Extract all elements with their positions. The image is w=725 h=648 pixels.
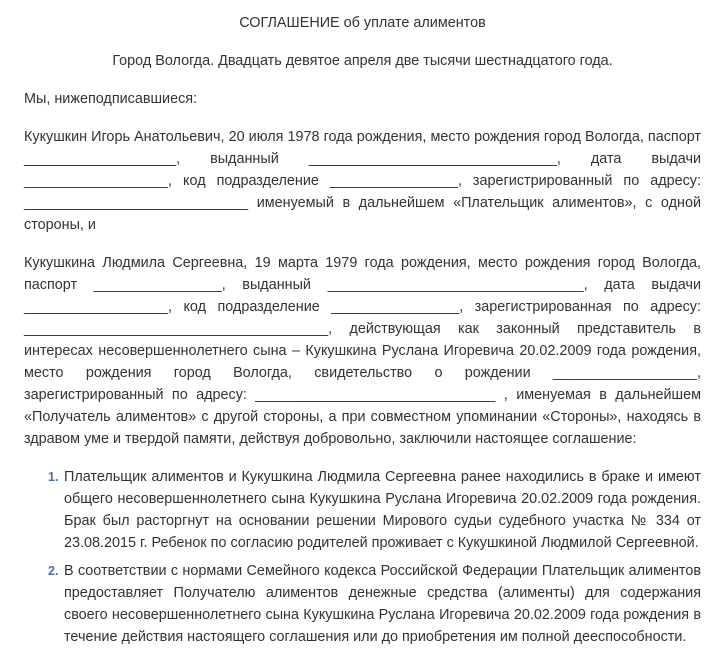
document-title: СОГЛАШЕНИЕ об уплате алиментов <box>239 15 486 31</box>
place-and-date: Город Вологда. Двадцать девятое апреля две тысячи шестнадцатого года. <box>112 53 613 69</box>
list-item-text: Плательщик алиментов и Кукушкина Людмила Сергеевна ранее находились в браке и имеют общего несовершеннолетнего сына Кукушкина Руслана Игоревича 20.02.2009 года рождения. Брак был расторгнут на основании решении Мирового судьи судебного участка № 334 от 23.08.2015 г. Ребенок по согласию родителей проживает с Кукушкиной Людмилой Сергеевной. <box>64 469 701 551</box>
intro-paragraph: Мы, нижеподписавшиеся: <box>24 91 198 107</box>
party-one-paragraph: Кукушкин Игорь Анатольевич, 20 июля 1978 года рождения, место рождения город Вологда, паспорт ___________________, выданный _______________________________, дата выдачи __________________, код подразделение ________________, зарегистрированный по адресу: ____________________________ именуемый в дальнейшем «Плательщик алиментов», с одной стороны, и <box>24 129 701 233</box>
list-item <box>24 466 701 554</box>
list-item-number: 2. <box>48 564 59 578</box>
party-two-paragraph: Кукушкина Людмила Сергеевна, 19 марта 1979 года рождения, место рождения город Вологда, паспорт ________________, выданный ________________________________, дата выдачи __________________, код подразделение ________________, зарегистрированная по адресу: ______________________________________, действующая как законный представитель в интересах несовершеннолетнего сына – Кукушкина Руслана Игоревича 20.02.2009 года рождения, место рождения город Вологда, свидетельство о рождении __________________, зарегистрированный по адресу: ______________________________ , именуемая в дальнейшем «Получатель алиментов» с другой стороны, а при совместном упоминании «Стороны», находясь в здравом уме и твердой памяти, действуя добровольно, заключили настоящее соглашение: <box>24 255 701 447</box>
terms-list <box>24 466 701 648</box>
list-item-number: 1. <box>48 470 59 484</box>
list-item-text: В соответствии с нормами Семейного кодекса Российской Федерации Плательщик алиментов предоставляет Получателю алиментов денежные средства (алименты) для содержания своего несовершеннолетнего сына Кукушкина Руслана Игоревича 20.02.2009 года рождения в течение действия настоящего соглашения или до приобретения им полной дееспособности. <box>64 563 701 645</box>
list-item <box>24 560 701 648</box>
